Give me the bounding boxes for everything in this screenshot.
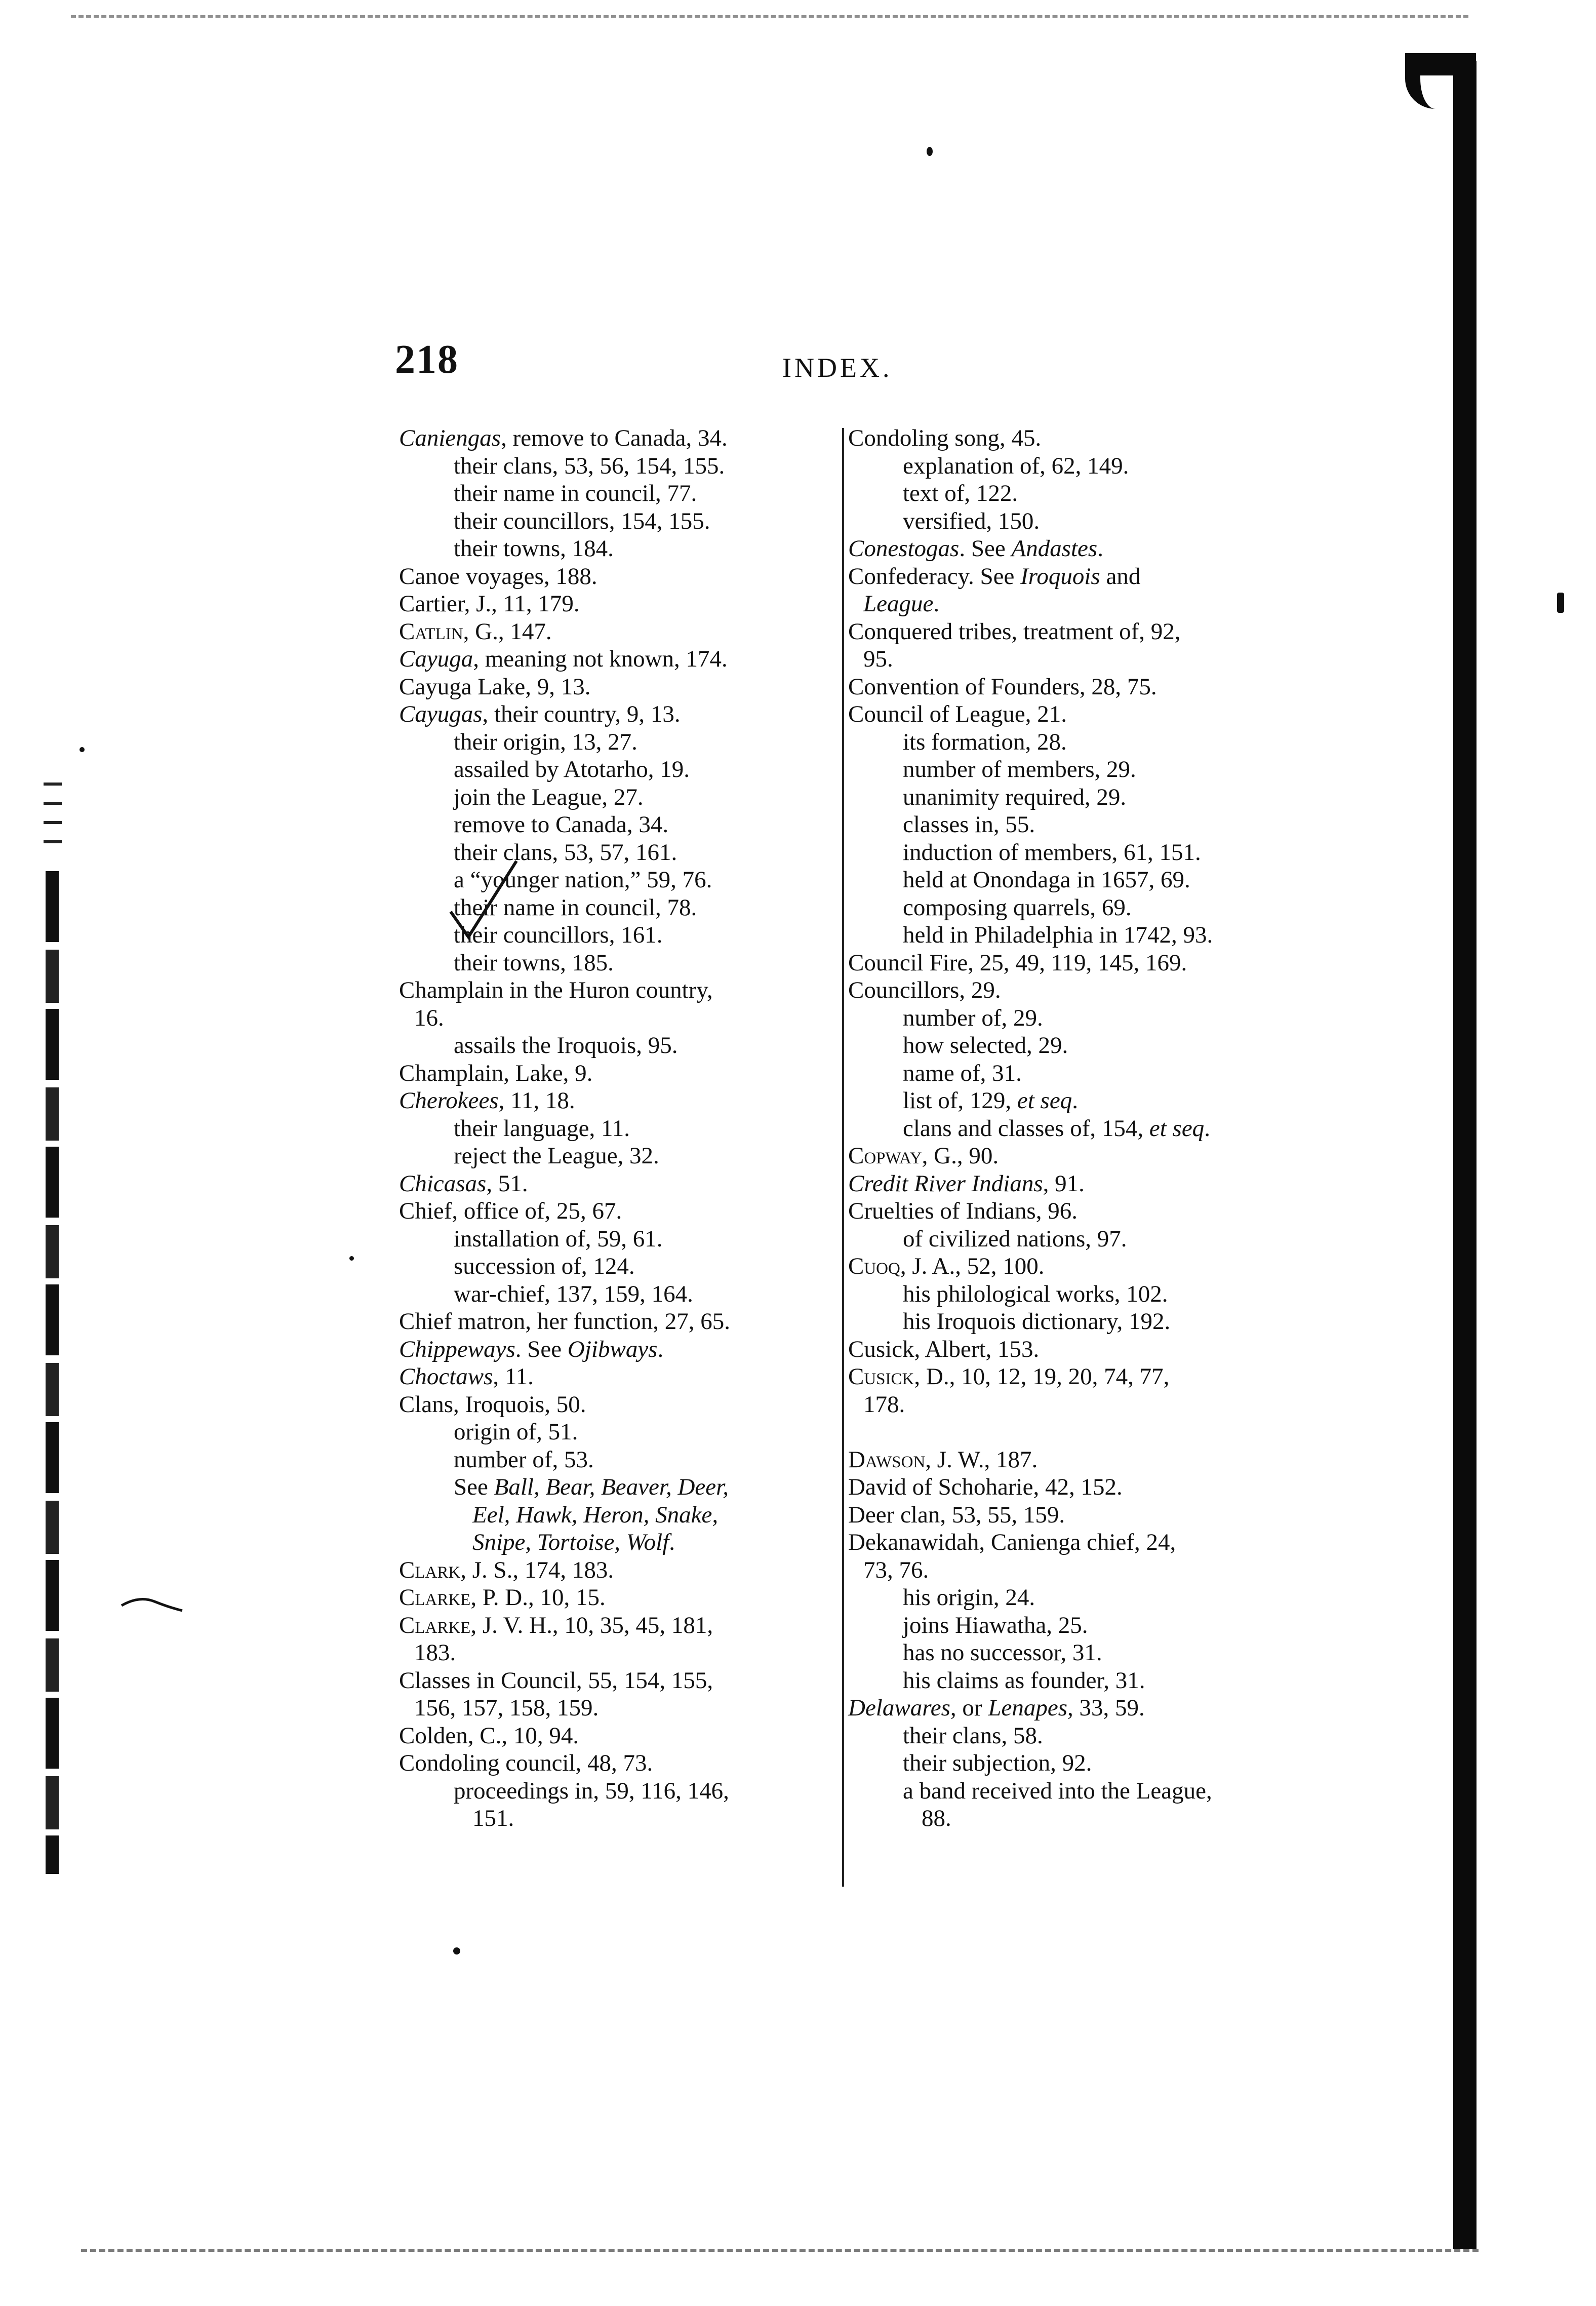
index-entry — [399, 1556, 842, 1584]
index-continuation — [399, 1529, 842, 1556]
index-continuation — [848, 1805, 1294, 1832]
index-entry — [848, 1694, 1294, 1722]
entry-text: , J. V. H., 10, 35, 45, 181, — [470, 1612, 713, 1638]
entry-text: , J. W., 187. — [925, 1446, 1038, 1473]
index-subentry — [399, 1473, 842, 1501]
speck — [349, 1256, 354, 1261]
entry-text: his origin, 24. — [903, 1584, 1035, 1611]
entry-text: Andastes — [1011, 535, 1098, 562]
index-entry — [848, 535, 1294, 563]
entry-text: Dekanawidah, Canienga chief, 24, — [848, 1529, 1176, 1555]
index-entry — [399, 424, 842, 452]
entry-gap — [848, 1418, 1294, 1446]
index-continuation — [399, 1501, 842, 1529]
index-subentry — [848, 1308, 1294, 1336]
column-divider — [842, 428, 844, 1887]
index-subentry — [399, 949, 842, 977]
pen-stroke — [119, 1595, 185, 1616]
entry-text: Clark — [399, 1556, 461, 1583]
entry-text: . — [1072, 1087, 1078, 1114]
index-entry — [399, 1087, 842, 1115]
entry-text: their language, 11. — [454, 1115, 630, 1142]
entry-text: Conestogas — [848, 535, 960, 562]
entry-text: 178. — [863, 1391, 905, 1418]
entry-text: their clans, 58. — [903, 1722, 1043, 1749]
entry-text: Chippeways — [399, 1336, 515, 1362]
page-number: 218 — [395, 337, 459, 382]
entry-text: 88. — [922, 1805, 951, 1831]
entry-text: his philological works, 102. — [903, 1280, 1168, 1307]
entry-text: . See — [959, 535, 1012, 562]
index-entry — [399, 673, 842, 701]
entry-text: , P. D., 10, 15. — [470, 1584, 606, 1611]
entry-text: name of, 31. — [903, 1060, 1022, 1086]
entry-text: Caniengas — [399, 425, 501, 451]
entry-text: their clans, 53, 56, 154, 155. — [454, 452, 725, 479]
index-entry — [399, 1612, 842, 1639]
entry-text: text of, 122. — [903, 480, 1018, 506]
index-subentry — [848, 507, 1294, 535]
entry-text: . — [657, 1336, 664, 1362]
entry-text: Cayugas — [399, 701, 483, 727]
index-subentry — [848, 452, 1294, 480]
index-subentry — [848, 480, 1294, 507]
entry-text: number of members, 29. — [903, 756, 1136, 783]
entry-text: Convention of Founders, 28, 75. — [848, 673, 1157, 700]
index-entry — [399, 1308, 842, 1336]
entry-text: list of, 129, — [903, 1087, 1017, 1114]
entry-text: their towns, 184. — [454, 535, 614, 562]
index-entry — [399, 1391, 842, 1419]
index-entry — [399, 700, 842, 728]
entry-text: assailed by Atotarho, 19. — [454, 756, 690, 783]
entry-text: , 51. — [486, 1170, 528, 1197]
entry-text: versified, 150. — [903, 507, 1040, 534]
entry-text: held at Onondaga in 1657, 69. — [903, 867, 1190, 893]
entry-text: , or — [950, 1695, 988, 1721]
index-entry — [399, 1584, 842, 1612]
index-continuation — [399, 1805, 842, 1832]
index-subentry — [848, 811, 1294, 839]
index-continuation — [848, 1391, 1294, 1419]
index-subentry — [848, 784, 1294, 811]
entry-text: , J. S., 174, 183. — [460, 1556, 614, 1583]
entry-text: installation of, 59, 61. — [454, 1225, 663, 1252]
entry-text: their name in council, 78. — [454, 894, 697, 921]
entry-text: Councillors, 29. — [848, 977, 1001, 1003]
index-subentry — [848, 1749, 1294, 1777]
entry-text: Deer clan, 53, 55, 159. — [848, 1501, 1065, 1528]
index-subentry — [848, 1667, 1294, 1695]
entry-text: his Iroquois dictionary, 192. — [903, 1308, 1171, 1335]
entry-text: Credit River Indians — [848, 1170, 1043, 1197]
index-entry — [848, 1446, 1294, 1474]
index-entry — [399, 1060, 842, 1087]
entry-text: Eel, Hawk, Heron, Snake, — [472, 1501, 719, 1528]
entry-text: their origin, 13, 27. — [454, 728, 637, 755]
entry-text: Cruelties of Indians, 96. — [848, 1198, 1078, 1224]
entry-text: join the League, 27. — [454, 784, 644, 810]
entry-text: remove to Canada, 34. — [454, 811, 669, 838]
entry-text: a band received into the League, — [903, 1777, 1212, 1804]
index-entry — [848, 618, 1294, 646]
entry-text: Cusick — [848, 1363, 914, 1390]
entry-text: 95. — [863, 646, 893, 672]
entry-text: 73, 76. — [863, 1556, 929, 1583]
index-subentry — [848, 894, 1294, 922]
index-subentry — [399, 1142, 842, 1170]
entry-text: joins Hiawatha, 25. — [903, 1612, 1088, 1638]
index-entry — [848, 424, 1294, 452]
entry-text: has no successor, 31. — [903, 1639, 1102, 1666]
speck — [453, 1947, 460, 1955]
entry-text: their towns, 185. — [454, 949, 614, 976]
index-entry — [848, 1529, 1294, 1556]
entry-text: Copway — [848, 1143, 922, 1169]
entry-text: Colden, C., 10, 94. — [399, 1722, 579, 1749]
entry-text: , 11, 18. — [498, 1087, 575, 1114]
entry-text: Ojibways — [567, 1336, 658, 1362]
index-entry — [848, 1142, 1294, 1170]
index-entry — [399, 1722, 842, 1750]
entry-text: Catlin — [399, 618, 463, 645]
entry-text: Clans, Iroquois, 50. — [399, 1391, 586, 1418]
entry-text: unanimity required, 29. — [903, 784, 1127, 810]
index-subentry — [399, 1032, 842, 1060]
entry-text: their councillors, 161. — [454, 922, 663, 948]
entry-text: , meaning not known, 174. — [473, 646, 728, 672]
index-entry — [399, 976, 842, 1004]
entry-text: Champlain in the Huron country, — [399, 977, 713, 1003]
entry-text: Dawson — [848, 1446, 926, 1473]
index-continuation — [399, 1639, 842, 1667]
entry-text: 183. — [414, 1639, 456, 1666]
entry-text: See — [454, 1474, 494, 1500]
entry-text: a “younger nation,” 59, 76. — [454, 867, 712, 893]
entry-text: succession of, 124. — [454, 1253, 635, 1279]
entry-text: their councillors, 154, 155. — [454, 507, 710, 534]
entry-text: Clarke — [399, 1612, 471, 1638]
index-continuation — [399, 1694, 842, 1722]
index-subentry — [848, 1060, 1294, 1087]
index-continuation — [848, 590, 1294, 618]
entry-text: Council of League, 21. — [848, 701, 1067, 727]
index-entry — [848, 1473, 1294, 1501]
binding-shadow-bar — [1453, 61, 1477, 2249]
entry-text: , G., 90. — [922, 1143, 999, 1169]
entry-text: Cayuga Lake, 9, 13. — [399, 673, 591, 700]
index-subentry — [399, 1777, 842, 1805]
entry-text: Delawares — [848, 1695, 950, 1721]
index-entry — [399, 1336, 842, 1363]
entry-text: Iroquois — [1020, 563, 1100, 590]
index-subentry — [399, 1418, 842, 1446]
index-entry — [848, 1501, 1294, 1529]
index-subentry — [848, 1639, 1294, 1667]
index-subentry — [399, 921, 842, 949]
entry-text: . — [933, 591, 940, 617]
index-entry — [848, 700, 1294, 728]
index-continuation — [848, 1556, 1294, 1584]
entry-text: David of Schoharie, 42, 152. — [848, 1474, 1123, 1500]
index-subentry — [399, 839, 842, 867]
entry-text: proceedings in, 59, 116, 146, — [454, 1777, 729, 1804]
index-subentry — [399, 535, 842, 563]
speck — [1557, 593, 1564, 613]
entry-text: , G., 147. — [463, 618, 552, 645]
entry-text: how selected, 29. — [903, 1032, 1068, 1059]
index-subentry — [848, 1225, 1294, 1253]
entry-text: number of, 53. — [454, 1446, 594, 1473]
index-entry — [848, 1197, 1294, 1225]
index-entry — [399, 618, 842, 646]
entry-text: Cuoq — [848, 1253, 900, 1279]
entry-text: 16. — [414, 1004, 444, 1031]
index-entry — [848, 976, 1294, 1004]
index-subentry — [848, 1087, 1294, 1115]
entry-text: explanation of, 62, 149. — [903, 452, 1129, 479]
index-subentry — [399, 507, 842, 535]
index-entry — [848, 1336, 1294, 1363]
entry-text: , J. A., 52, 100. — [900, 1253, 1045, 1279]
index-subentry — [848, 1280, 1294, 1308]
entry-text: et seq — [1149, 1115, 1205, 1142]
index-entry — [848, 673, 1294, 701]
entry-text: Clarke — [399, 1584, 471, 1611]
entry-text: et seq — [1017, 1087, 1072, 1114]
scan-edge-bottom — [81, 2249, 1479, 2257]
index-entry — [399, 1170, 842, 1198]
index-subentry — [399, 1446, 842, 1474]
entry-text: Cartier, J., 11, 179. — [399, 591, 580, 617]
index-subentry — [399, 452, 842, 480]
entry-text: its formation, 28. — [903, 728, 1067, 755]
index-subentry — [399, 1225, 842, 1253]
entry-text: . See — [515, 1336, 568, 1362]
index-entry — [399, 645, 842, 673]
entry-text: , 91. — [1043, 1170, 1085, 1197]
entry-text: Choctaws — [399, 1363, 493, 1390]
index-subentry — [848, 1612, 1294, 1639]
speck — [79, 747, 85, 752]
index-entry — [399, 563, 842, 591]
index-subentry — [399, 1253, 842, 1280]
index-entry — [848, 1253, 1294, 1280]
index-entry — [399, 1197, 842, 1225]
entry-text: . — [1097, 535, 1103, 562]
entry-text: number of, 29. — [903, 1004, 1043, 1031]
entry-text: Lenapes — [988, 1695, 1067, 1721]
index-entry — [848, 1170, 1294, 1198]
index-subentry — [399, 811, 842, 839]
entry-text: Conquered tribes, treatment of, 92, — [848, 618, 1181, 645]
index-subentry — [848, 1004, 1294, 1032]
entry-text: Condoling council, 48, 73. — [399, 1750, 653, 1776]
entry-text: classes in, 55. — [903, 811, 1035, 838]
entry-text: . — [1204, 1115, 1210, 1142]
index-subentry — [848, 1032, 1294, 1060]
speck — [927, 147, 933, 156]
index-subentry — [848, 921, 1294, 949]
running-head: INDEX. — [782, 353, 893, 383]
index-subentry — [399, 1280, 842, 1308]
entry-text: , 33, 59. — [1067, 1695, 1145, 1721]
index-entry — [848, 1363, 1294, 1391]
entry-text: Cayuga — [399, 646, 473, 672]
index-subentry — [848, 728, 1294, 756]
index-subentry — [848, 1722, 1294, 1750]
entry-text: Classes in Council, 55, 154, 155, — [399, 1667, 713, 1694]
index-entry — [399, 590, 842, 618]
entry-text: and — [1100, 563, 1141, 590]
entry-text: 156, 157, 158, 159. — [414, 1695, 599, 1721]
entry-text: Chief matron, her function, 27, 65. — [399, 1308, 730, 1335]
entry-text: , their country, 9, 13. — [482, 701, 681, 727]
entry-text: Confederacy. See — [848, 563, 1021, 590]
entry-text: induction of members, 61, 151. — [903, 839, 1201, 866]
entry-text: . — [669, 1529, 675, 1555]
scan-edge-marks — [44, 783, 62, 843]
entry-text: held in Philadelphia in 1742, 93. — [903, 922, 1213, 948]
entry-text: composing quarrels, 69. — [903, 894, 1132, 921]
scan-edge-top — [71, 15, 1468, 23]
entry-text: Ball, Bear, Beaver, Deer, — [494, 1474, 729, 1500]
index-entry — [848, 949, 1294, 977]
index-continuation — [399, 1004, 842, 1032]
index-subentry — [848, 1777, 1294, 1805]
index-subentry — [399, 480, 842, 507]
index-subentry — [399, 866, 842, 894]
index-subentry — [848, 866, 1294, 894]
entry-text: assails the Iroquois, 95. — [454, 1032, 678, 1059]
entry-text: League — [863, 591, 934, 617]
entry-text: Snipe, Tortoise, Wolf — [472, 1529, 669, 1555]
entry-text: his claims as founder, 31. — [903, 1667, 1145, 1694]
entry-text: , remove to Canada, 34. — [501, 425, 728, 451]
entry-text: their name in council, 77. — [454, 480, 697, 506]
entry-text: of civilized nations, 97. — [903, 1225, 1127, 1252]
scan-edge-left — [46, 871, 59, 1874]
entry-text: Condoling song, 45. — [848, 425, 1042, 451]
entry-text: Council Fire, 25, 49, 119, 145, 169. — [848, 949, 1187, 976]
entry-text: Cusick, Albert, 153. — [848, 1336, 1040, 1362]
index-subentry — [848, 1584, 1294, 1612]
index-subentry — [848, 839, 1294, 867]
index-subentry — [399, 728, 842, 756]
entry-text: clans and classes of, 154, — [903, 1115, 1149, 1142]
entry-text: , D., 10, 12, 19, 20, 74, 77, — [914, 1363, 1170, 1390]
index-subentry — [399, 894, 842, 922]
index-subentry — [399, 756, 842, 784]
index-column-left — [399, 424, 842, 1832]
index-subentry — [848, 1115, 1294, 1143]
entry-text: 151. — [472, 1805, 514, 1831]
entry-text: Chicasas — [399, 1170, 487, 1197]
index-subentry — [399, 784, 842, 811]
index-entry — [399, 1749, 842, 1777]
index-entry — [848, 563, 1294, 591]
entry-text: their clans, 53, 57, 161. — [454, 839, 677, 866]
index-entry — [399, 1667, 842, 1695]
entry-text: their subjection, 92. — [903, 1750, 1092, 1776]
entry-text: reject the League, 32. — [454, 1143, 659, 1169]
entry-text: , 11. — [493, 1363, 534, 1390]
index-subentry — [848, 756, 1294, 784]
entry-text: Canoe voyages, 188. — [399, 563, 597, 590]
entry-text: Cherokees — [399, 1087, 499, 1114]
entry-text: Champlain, Lake, 9. — [399, 1060, 593, 1086]
index-column-right — [848, 424, 1294, 1832]
index-entry — [399, 1363, 842, 1391]
index-subentry — [399, 1115, 842, 1143]
entry-text: origin of, 51. — [454, 1419, 578, 1445]
index-continuation — [848, 645, 1294, 673]
entry-text: war-chief, 137, 159, 164. — [454, 1280, 693, 1307]
entry-text: Chief, office of, 25, 67. — [399, 1198, 622, 1224]
